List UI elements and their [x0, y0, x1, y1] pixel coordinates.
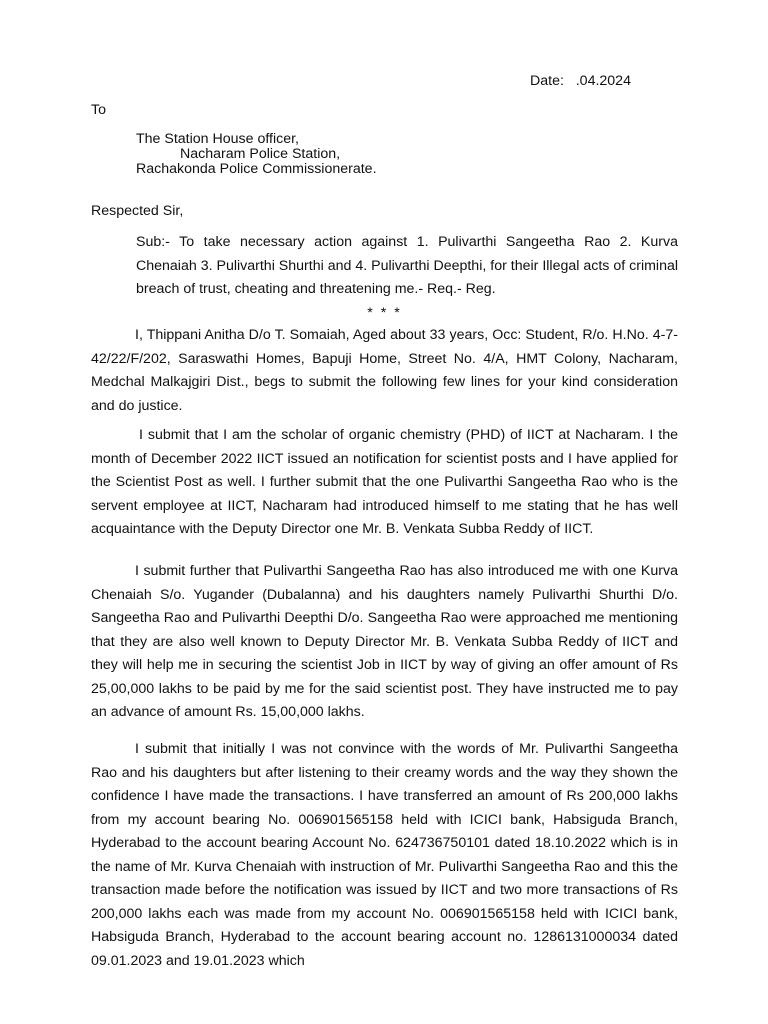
separator: * * * — [367, 305, 402, 321]
paragraph-offer: I submit further that Pulivarthi Sangeetha Rao has also introduced me with one Kurva Chenaiah S/o. Yugander (Dubalanna) and his daughters namely Pulivarthi Shurthi D/o. Sangeetha Rao and Pulivarthi Deepthi D/o. Sangeetha Rao were approached me mentioning that they are also well known to Deputy Director Mr. B. Venkata Subba Reddy of IICT and they will help me in securing the scientist Job in IICT by way of giving an offer amount of Rs 25,00,000 lakhs to be paid by me for the said scientist post. They have instructed me to pay an advance of amount Rs. 15,00,000 lakhs. — [91, 563, 678, 720]
salutation: Respected Sir, — [91, 203, 184, 219]
subject-line: Sub:- To take necessary action against 1. Pulivarthi Sangeetha Rao 2. Kurva Chenaiah 3. Pulivarthi Shurthi and 4. Pulivarthi Deepthi, for their Illegal acts of criminal breach of trust, cheating and threatening me.- Req.- Reg. — [136, 234, 678, 297]
paragraph-scholar: I submit that I am the scholar of organic chemistry (PHD) of IICT at Nacharam. I the month of December 2022 IICT issued an notification for scientist posts and I have applied for the Scientist Post as well. I further submit that the one Pulivarthi Sangeetha Rao who is the servent employee at IICT, Nacharam had introduced himself to me stating that he has well acquaintance with the Deputy Director one Mr. B. Venkata Subba Reddy of IICT. — [91, 427, 678, 537]
recipient-line-2: Nacharam Police Station, — [180, 146, 341, 162]
to-label: To — [91, 102, 106, 118]
recipient-address — [136, 132, 377, 177]
paragraph-introduction: I, Thippani Anitha D/o T. Somaiah, Aged about 33 years, Occ: Student, R/o. H.No. 4-7-42/22/F/202, Saraswathi Homes, Bapuji Home, Street No. 4/A, HMT Colony, Nacharam, Medchal Malkajgiri Dist., begs to submit the following few lines for your kind consideration and do justice. — [91, 327, 678, 414]
letter-date: Date: .04.2024 — [530, 73, 631, 89]
paragraph-transactions: I submit that initially I was not convince with the words of Mr. Pulivarthi Sangeetha Rao and his daughters but after listening to their creamy words and the way they shown the confidence I have made the transactions. I have transferred an amount of Rs 200,000 lakhs from my account bearing No. 006901565158 held with ICICI bank, Habsiguda Branch, Hyderabad to the account bearing Account No. 624736750101 dated 18.10.2022 which is in the name of Mr. Kurva Chenaiah with instruction of Mr. Pulivarthi Sangeetha Rao and this the transaction made before the notification was issued by IICT and two more transactions of Rs 200,000 lakhs each was made from my account No. 006901565158 held with ICICI bank, Habsiguda Branch, Hyderabad to the account bearing account no. 1286131000034 dated 09.01.2023 and 19.01.2023 which — [91, 741, 678, 969]
recipient-line-3: Rachakonda Police Commissionerate. — [136, 161, 377, 177]
recipient-line-1: The Station House officer, — [136, 131, 299, 147]
